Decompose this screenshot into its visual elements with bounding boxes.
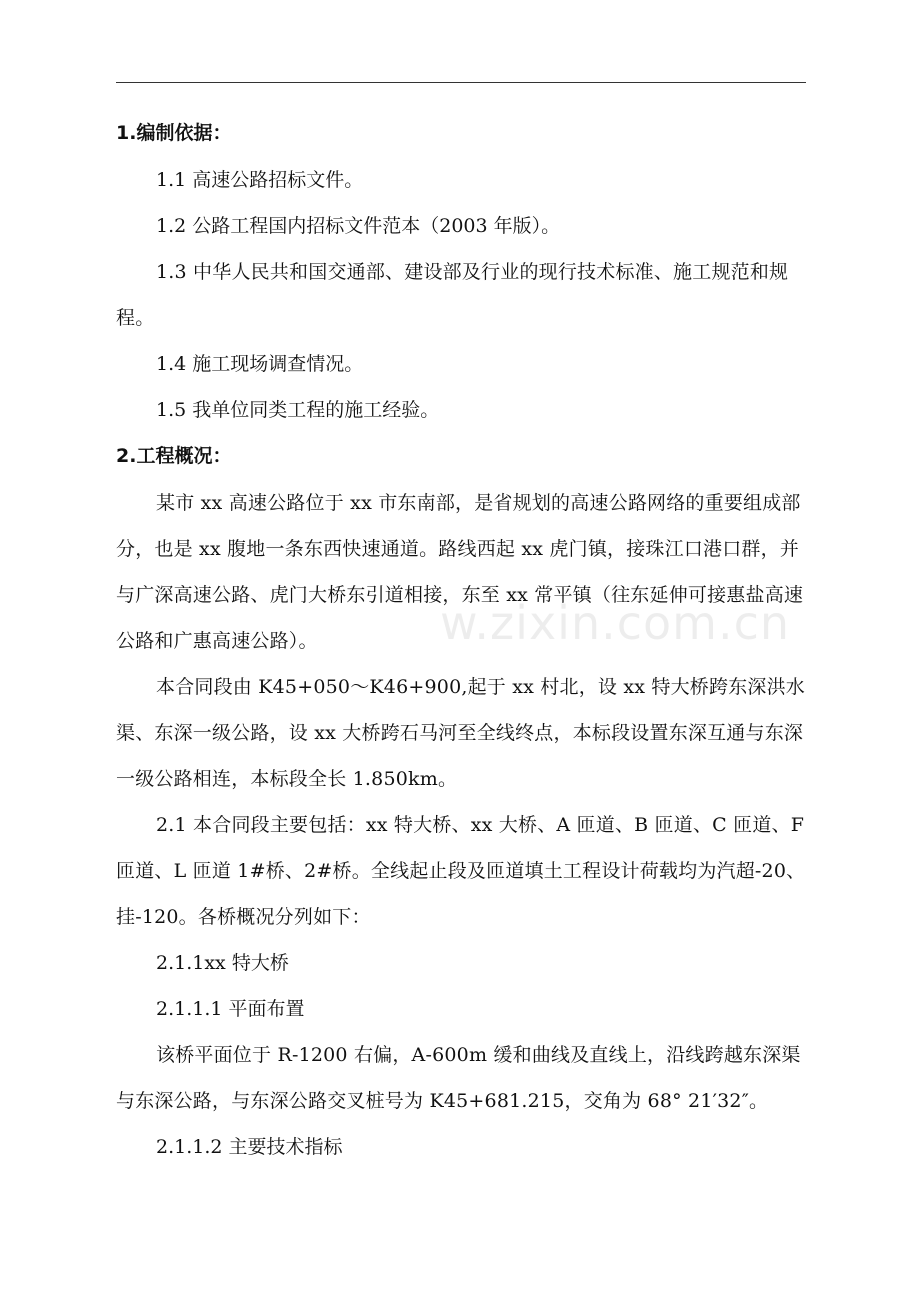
basis-item-5: 1.5 我单位同类工程的施工经验。 xyxy=(156,399,440,421)
section-1-heading: 1.编制依据： xyxy=(116,122,232,144)
watermark: w.zixin.com.cn xyxy=(440,596,791,650)
subsection-2-1-1-1: 2.1.1.1 平面布置 xyxy=(156,998,305,1020)
basis-item-4: 1.4 施工现场调查情况。 xyxy=(156,353,364,375)
overview-paragraph-2: 本合同段由 K45+050～K46+900,起于 xx 村北，设 xx 特大桥跨东深洪水渠、东深一级公路，设 xx 大桥跨石马河至全线终点，本标段设置东深互通与东深一级公路相连，本标段全长 1.850km。 xyxy=(116,676,806,790)
basis-item-1: 1.1 高速公路招标文件。 xyxy=(156,169,364,191)
overview-paragraph-4: 该桥平面位于 R-1200 右偏，A-600m 缓和曲线及直线上，沿线跨越东深渠与东深公路，与东深公路交叉桩号为 K45+681.215，交角为 68° 21′32″。 xyxy=(116,1044,801,1112)
overview-paragraph-1: 某市 xx 高速公路位于 xx 市东南部，是省规划的高速公路网络的重要组成部分，也是 xx 腹地一条东西快速通道。路线西起 xx 虎门镇，接珠江口港口群，并与广深高速公路、虎门大桥东引道相接，东至 xx 常平镇（往东延伸可接惠盐高速公路和广惠高速公路）。 xyxy=(116,492,804,652)
subsection-2-1-1-2: 2.1.1.2 主要技术指标 xyxy=(156,1136,343,1158)
overview-paragraph-3: 2.1 本合同段主要包括：xx 特大桥、xx 大桥、A 匝道、B 匝道、C 匝道、F 匝道、L 匝道 1#桥、2#桥。全线起止段及匝道填土工程设计荷载均为汽超-20、挂-120。各桥概况分列如下： xyxy=(116,814,806,928)
basis-item-2: 1.2 公路工程国内招标文件范本（2003 年版）。 xyxy=(156,215,561,237)
subsection-2-1-1: 2.1.1xx 特大桥 xyxy=(156,952,289,974)
section-2-heading: 2.工程概况： xyxy=(116,445,232,467)
header-rule xyxy=(116,82,806,83)
basis-item-3: 1.3 中华人民共和国交通部、建设部及行业的现行技术标准、施工规范和规程。 xyxy=(116,261,789,329)
document-body xyxy=(116,110,806,1170)
